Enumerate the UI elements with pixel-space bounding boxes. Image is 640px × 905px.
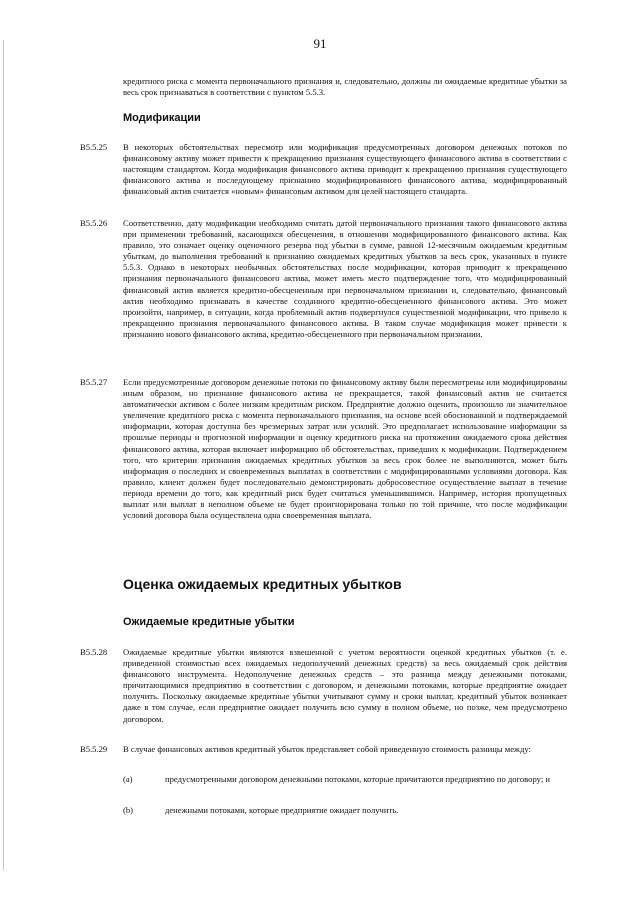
list-item-label-b: (b): [123, 805, 134, 815]
intro-paragraph: кредитного риска с момента первоначального признания и, следовательно, должны ли ожидаемые кредитные убытки за весь срок признаваться в соответствии с пунктом 5.5.3.: [123, 76, 567, 98]
paragraph-number-b5-5-29: B5.5.29: [80, 744, 108, 754]
paragraph-b5-5-29: В случае финансовых активов кредитный убыток представляет собой приведенную стоимость разницы между:: [123, 744, 531, 754]
scan-edge-line: [3, 40, 4, 870]
paragraph-b5-5-27: Если предусмотренные договором денежные потоки по финансовому активу были пересмотрены или модифицированы иным образом, но признание финансового актива не прекращается, такой финансовый актив не считается автоматически активом с более низким кредитным риском. Предприятие должно оценить, произошло ли значительное увеличение кредитного риска с момента первоначального признания, на основе всей обоснованной и подтверждаемой информации, которая доступна без чрезмерных затрат или усилий. Это предполагает использование информации за прошлые периоды и прогнозной информации и оценку кредитного риска на протяжении ожидаемого срока действия финансового актива, которая включает информацию об обстоятельствах, приведших к модификации. Подтверждением того, что критерии признания ожидаемых кредитных убытков за весь срок более не выполняются, может быть информация о последних и своевременных выплатах в соответствии с модифицированными условиями договора. Как правило, клиент должен будет последовательно демонстрировать добросовестное осуществление выплат в течение периода времени до того, как кредитный риск будет считаться уменьшившимся. Например, история пропущенных выплат или выплат в неполном объеме не будет проигнорирована только по той причине, что после модификации условий договора была осуществлена одна своевременная выплата.: [123, 377, 567, 521]
page-number: 91: [313, 36, 327, 51]
paragraph-b5-5-26: Соответственно, дату модификации необходимо считать датой первоначального признания такого финансового актива при применении требований, касающихся обесценения, в отношении модифицированного финансового актива. Как правило, это означает оценку оценочного резерва под убытки в сумме, равной 12-месячным ожидаемым кредитным убыткам, до выполнения требований к признанию ожидаемых кредитных убытков за весь срок, указанных в пункте 5.5.3. Однако в некоторых необычных обстоятельствах после модификации, которая приводит к прекращению признания первоначального финансового актива, может иметь место подтверждение того, что модифицированный финансовый актив является кредитно-обесцененным при первоначальном признании и, следовательно, финансовый актив необходимо признавать в качестве созданного кредитно-обесцененного финансового актива. Это может произойти, например, в ситуации, когда проблемный актив подвергнулся существенной модификации, что привело к прекращению признания первоначального финансового актива. В таком случае модификация может привести к признанию нового финансового актива, кредитно-обесцененного при первоначальном признании.: [123, 218, 567, 339]
heading-measurement: Оценка ожидаемых кредитных убытков: [123, 576, 402, 592]
heading-modifications: Модификации: [123, 112, 201, 124]
paragraph-number-b5-5-28: B5.5.28: [80, 647, 108, 657]
paragraph-number-b5-5-25: B5.5.25: [80, 142, 108, 152]
list-item-text-a: предусмотренными договором денежными потоками, которые причитаются предприятию по договору; и: [165, 774, 550, 784]
paragraph-number-b5-5-26: B5.5.26: [80, 218, 108, 228]
list-item-label-a: (a): [123, 774, 133, 784]
paragraph-b5-5-28: Ожидаемые кредитные убытки являются взвешенной с учетом вероятности оценкой кредитных убытков (т. е. приведенной стоимостью всех ожидаемых недополучений денежных средств) за весь ожидаемый срок действия финансового инструмента. Недополучение денежных средств – это разница между денежными потоками, причитающимися предприятию в соответствии с договором, и денежными потоками, которые предприятие ожидает получить. Поскольку ожидаемые кредитные убытки учитывают сумму и сроки выплат, кредитный убыток возникает даже в том случае, если предприятие ожидает получить всю сумму в полном объеме, но позже, чем предусмотрено договором.: [123, 647, 567, 724]
paragraph-number-b5-5-27: B5.5.27: [80, 377, 108, 387]
subheading-expected-losses: Ожидаемые кредитные убытки: [123, 616, 295, 628]
list-item-text-b: денежными потоками, которые предприятие ожидает получить.: [165, 805, 399, 815]
paragraph-b5-5-25: В некоторых обстоятельствах пересмотр или модификация предусмотренных договором денежных потоков по финансовому активу может привести к прекращению признания существующего финансового актива в соответствии с настоящим стандартом. Когда модификация финансового актива приводит к прекращению признания существующего финансового актива и последующему признанию модифицированного финансового актива, модифицированный финансовый актив считается «новым» финансовым активом для целей настоящего стандарта.: [123, 142, 567, 197]
